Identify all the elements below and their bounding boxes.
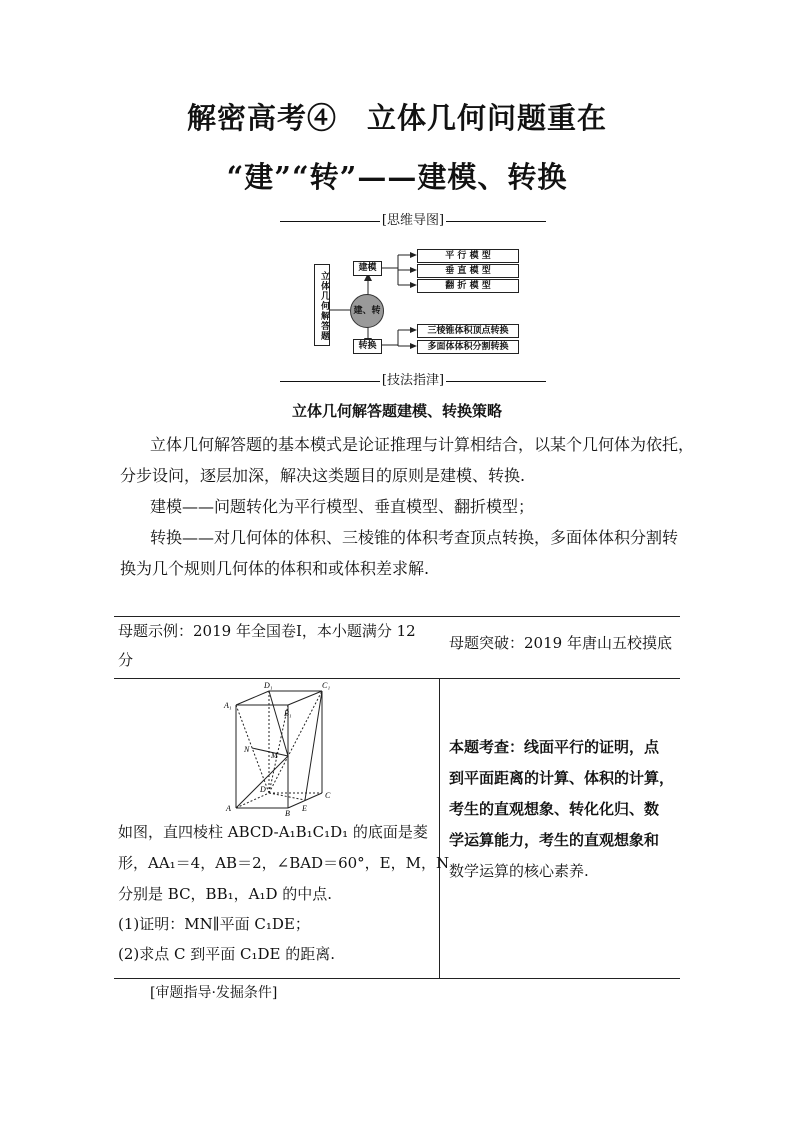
method-p3-line2: 换为几个规则几何体的体积和或体积差求解.: [120, 559, 430, 578]
method-heading: 立体几何解答题建模、转换策略: [291, 402, 502, 420]
analysis-line3: 考生的直观想象、转化化归、数: [449, 800, 660, 818]
label-C: C: [325, 791, 331, 800]
problem-question2: (2)求点 C 到平面 C₁DE 的距离.: [118, 945, 336, 963]
table-left-header-line2: 分: [118, 651, 134, 669]
mindmap-leaf-vertex: 三棱锥体积顶点转换: [417, 324, 519, 338]
label-D: D: [260, 785, 266, 794]
table-right-header: 母题突破：2019 年唐山五校摸底: [449, 634, 672, 652]
label-B1: B₁: [284, 709, 292, 718]
page-subtitle: “建”“转”——建模、转换: [226, 160, 568, 194]
label-B: B: [285, 809, 290, 818]
method-p3-line1: 转换——对几何体的体积、三棱锥的体积考查顶点转换，多面体体积分割转: [150, 528, 679, 547]
page-title: 解密高考④ 立体几何问题重在: [186, 101, 607, 135]
mindmap-center: 建、转: [350, 294, 384, 328]
label-D1: D₁: [264, 681, 273, 690]
analysis-line2: 到平面距离的计算、体积的计算，: [449, 769, 675, 787]
table-bottom-rule: [114, 978, 680, 979]
mindmap-root: 立体几何解答题: [314, 264, 330, 346]
analysis-line4: 学运算能力，考生的直观想象和: [449, 831, 660, 849]
mindmap-leaf-fold: 翻 折 模 型: [417, 279, 519, 293]
method-p1-line2: 分步设问，逐层加深，解决这类题目的原则是建模、转换.: [120, 466, 526, 485]
mindmap-diagram: [300, 240, 530, 365]
label-A1: A₁: [224, 701, 232, 710]
problem-question1: (1)证明：MN∥平面 C₁DE；: [118, 915, 310, 933]
mindmap-leaf-parallel: 平 行 模 型: [417, 249, 519, 263]
table-header-rule: [114, 678, 680, 679]
analysis-line5: 数学运算的核心素养.: [449, 862, 589, 880]
mindmap-branch-convert: 转换: [353, 339, 382, 354]
section-mindmap-label: [思维导图]: [381, 213, 445, 228]
label-M: M: [271, 751, 278, 760]
section-mindmap-header: [280, 211, 546, 231]
method-p2: 建模——问题转化为平行模型、垂直模型、翻折模型；: [150, 497, 535, 516]
table-left-header-line1: 母题示例：2019 年全国卷Ⅰ，本小题满分 12: [118, 622, 416, 640]
label-E: E: [302, 804, 307, 813]
problem-line1: 如图，直四棱柱 ABCD-A₁B₁C₁D₁ 的底面是菱: [118, 823, 428, 841]
mindmap-leaf-split: 多面体体积分割转换: [417, 340, 519, 354]
problem-line2: 形，AA₁＝4，AB＝2，∠BAD＝60°，E，M，N: [118, 854, 450, 872]
prism-figure: [222, 680, 342, 818]
label-N: N: [244, 745, 250, 754]
section-method-header: [280, 371, 546, 391]
label-A: A: [226, 804, 231, 813]
analysis-line1: 本题考查：线面平行的证明，点: [449, 738, 660, 756]
label-C1: C₁: [322, 681, 331, 690]
mindmap-leaf-perpendicular: 垂 直 模 型: [417, 264, 519, 278]
mindmap-branch-build: 建模: [353, 261, 382, 276]
section-review-label: [审题指导·发掘条件]: [150, 985, 278, 1001]
section-method-label: [技法指津]: [381, 373, 445, 388]
problem-line3: 分别是 BC，BB₁，A₁D 的中点.: [118, 885, 333, 903]
method-p1-line1: 立体几何解答题的基本模式是论证推理与计算相结合，以某个几何体为依托，: [150, 435, 695, 454]
table-divider: [439, 678, 440, 978]
